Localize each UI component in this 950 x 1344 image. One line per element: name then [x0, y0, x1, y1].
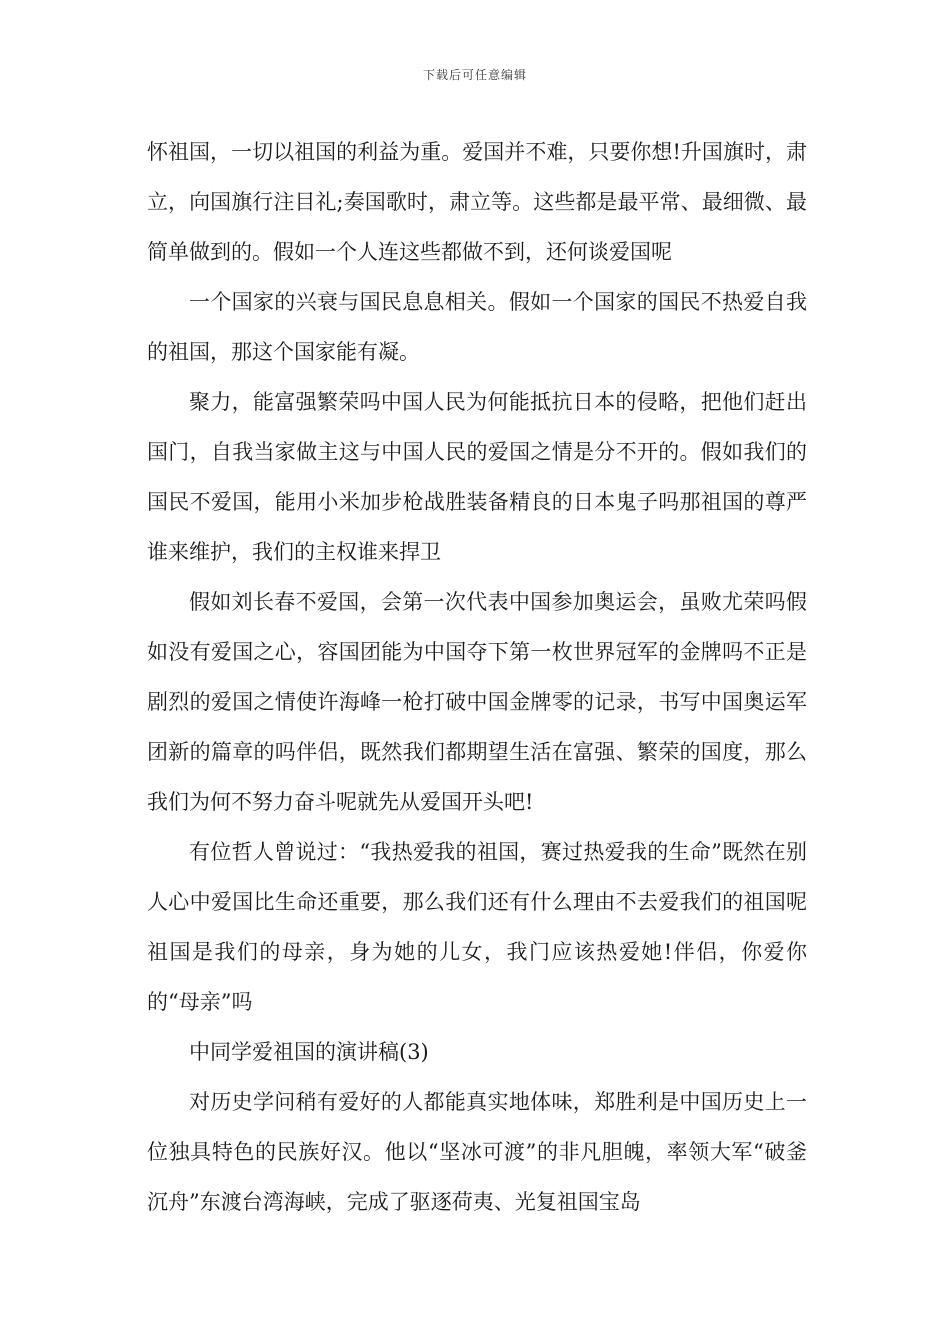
- paragraph-5: 有位哲人曾说过：“我热爱我的祖国，赛过热爱我的生命”既然在别人心中爱国比生命还重要，那么我们还有什么理由不去爱我们的祖国呢祖国是我们的母亲，身为她的儿女，我门应该热爱她!伴侣，你爱你的“母亲”吗: [147, 840, 807, 1014]
- paragraph-2: 一个国家的兴衰与国民息息相关。假如一个国家的国民不热爱自我的祖国，那这个国家能有凝。: [147, 290, 807, 364]
- paragraph-1: 怀祖国，一切以祖国的利益为重。爱国并不难，只要你想!升国旗时，肃立，向国旗行注目礼;奏国歌时，肃立等。这些都是最平常、最细微、最简单做到的。假如一个人连这些都做不到，还何谈爱国呢: [147, 140, 807, 264]
- document-body: [147, 127, 807, 1227]
- section-heading: 中同学爱祖国的演讲稿(3): [189, 1040, 429, 1064]
- paragraph-3: 聚力，能富强繁荣吗中国人民为何能抵抗日本的侵略，把他们赶出国门，自我当家做主这与中国人民的爱国之情是分不开的。假如我们的国民不爱国，能用小米加步枪战胜装备精良的日本鬼子吗那祖国的尊严谁来维护，我们的主权谁来捍卫: [147, 390, 807, 564]
- paragraph-6: 对历史学问稍有爱好的人都能真实地体味，郑胜利是中国历史上一位独具特色的民族好汉。他以“坚冰可渡”的非凡胆魄，率领大军“破釜沉舟”东渡台湾海峡，完成了驱逐荷夷、光复祖国宝岛: [147, 1090, 807, 1214]
- page-header: 下载后可任意编辑: [422, 68, 527, 82]
- paragraph-4: 假如刘长春不爱国，会第一次代表中国参加奥运会，虽败尤荣吗假如没有爱国之心，容国团能为中国夺下第一枚世界冠军的金牌吗不正是剧烈的爱国之情使许海峰一枪打破中国金牌零的记录，书写中国奥运军团新的篇章的吗伴侣，既然我们都期望生活在富强、繁荣的国度，那么我们为何不努力奋斗呢就先从爱国开头吧!: [147, 590, 807, 814]
